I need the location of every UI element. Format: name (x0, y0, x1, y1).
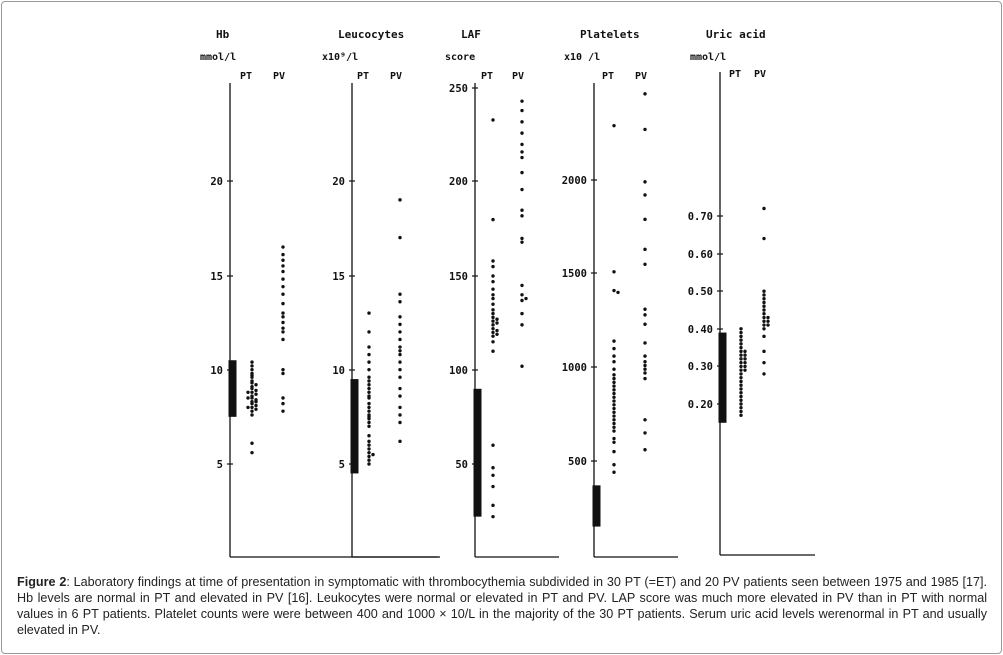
panel-3-point-pt (491, 466, 494, 469)
panel-5-tick-label: 0.50 (687, 286, 713, 298)
panel-5-point-pt (739, 350, 742, 353)
panel-5-point-pv (762, 301, 765, 304)
panel-4-point-pv (643, 193, 646, 196)
panel-2-point-pv (398, 406, 401, 409)
panel-2-point-pt (367, 360, 370, 363)
panel-1-point-pt (254, 400, 257, 403)
panel-3-point-pv (520, 131, 523, 134)
panel-1-point-pv (281, 368, 284, 371)
panel-5-point-pt (739, 365, 742, 368)
panel-3-point-pt (491, 319, 494, 322)
panel-1-tick-label: 10 (210, 365, 223, 377)
panel-4-point-pt (612, 407, 615, 410)
panel-4-point-pv (643, 180, 646, 183)
panel-4-point-pv (643, 377, 646, 380)
panel-2-point-pv (398, 300, 401, 303)
panel-2-point-pv (398, 394, 401, 397)
panel-1-point-pv (281, 315, 284, 318)
panel-2-point-pt (367, 421, 370, 424)
panel-5-point-pt (739, 346, 742, 349)
panel-4-point-pt (612, 411, 615, 414)
panel-2-group-pv: PV (390, 71, 403, 82)
panel-5-point-pt (739, 395, 742, 398)
panel-1-tick-label: 15 (210, 271, 223, 283)
panel-5-point-pt (739, 368, 742, 371)
panel-5-point-pt (739, 414, 742, 417)
panel-1-point-pv (281, 302, 284, 305)
panel-3-tick-label: 250 (449, 83, 468, 95)
panel-1-point-pt (250, 402, 253, 405)
panel-1-normal-range-bar (229, 360, 237, 417)
panel-3-point-pv (520, 171, 523, 174)
panel-4-point-pt (616, 291, 619, 294)
panel-2-point-pv (398, 338, 401, 341)
panel-5-point-pv (762, 293, 765, 296)
panel-1-point-pt (254, 383, 257, 386)
panel-1-point-pv (281, 245, 284, 248)
panel-2-group-pt: PT (357, 71, 370, 82)
panel-4-tick-label: 1000 (561, 362, 587, 374)
panel-1-point-pt (250, 391, 253, 394)
panel-1-title: Hb (216, 28, 230, 41)
panel-5-point-pv (762, 320, 765, 323)
panel-1-point-pt (250, 387, 253, 390)
panel-1-point-pv (281, 372, 284, 375)
panel-5-group-pv: PV (754, 69, 767, 80)
panel-2-tick-label: 20 (332, 176, 345, 188)
panel-3-point-pt (491, 323, 494, 326)
panel-1-point-pt (246, 406, 249, 409)
panel-3-tick-label: 50 (455, 459, 468, 471)
panel-1-point-pt (254, 392, 257, 395)
panel-5-point-pv (762, 312, 765, 315)
panel-2-point-pt (367, 368, 370, 371)
panel-5-point-pt (739, 406, 742, 409)
panel-3-point-pt (491, 444, 494, 447)
panel-4-point-pt (612, 392, 615, 395)
panel-5-point-pt (739, 384, 742, 387)
panel-2-point-pt (367, 383, 370, 386)
panel-1-point-pv (281, 270, 284, 273)
panel-1-point-pt (246, 391, 249, 394)
panel-1-tick-label: 5 (216, 459, 223, 471)
panel-3-point-pv (520, 99, 523, 102)
panel-5-point-pt (743, 361, 746, 364)
panel-4-point-pt (612, 396, 615, 399)
panel-4-normal-range-bar (593, 485, 601, 526)
panel-4-point-pv (643, 368, 646, 371)
panel-2-point-pt (367, 451, 370, 454)
caption-text: : Laboratory findings at time of presentation in symptomatic with thrombocythemia subdivided in 30 PT (=ET) and 20 PV patients seen between 1975 and 1985 [17]. Hb levels are normal in PT and elevated in PV [16]. Leukocytes were normal or elevated in PT and PV. LAP score was much more elevated in PV than in PT with normal values in 6 PT patients. Platelet counts were were between 400 and 1000 × 10/L in the majority of the 30 PT patients. Serum uric acid levels werenormal in PT and usually elevated in PV. (17, 575, 987, 637)
panel-4-point-pv (643, 448, 646, 451)
panel-2-normal-range-bar (351, 379, 359, 473)
panel-5-point-pt (739, 376, 742, 379)
panel-5-point-pv (766, 323, 769, 326)
panel-5-tick-label: 0.30 (687, 361, 713, 373)
panel-5-point-pt (739, 391, 742, 394)
panel-2-tick-label: 10 (332, 365, 345, 377)
panel-3-tick-label: 100 (449, 365, 468, 377)
figure-caption (17, 574, 987, 638)
panel-3-point-pv (520, 293, 523, 296)
panel-4-point-pt (612, 368, 615, 371)
panel-4-point-pt (612, 360, 615, 363)
panel-4-point-pt (612, 124, 615, 127)
panel-4-point-pv (643, 360, 646, 363)
panel-4-point-pt (612, 403, 615, 406)
panel-5-point-pt (743, 368, 746, 371)
panel-4-point-pv (643, 92, 646, 95)
panel-3-point-pv (520, 156, 523, 159)
panel-3-point-pv (520, 209, 523, 212)
panel-3-point-pt (491, 340, 494, 343)
panel-1-group-pt: PT (240, 71, 253, 82)
panel-3-point-pt (491, 118, 494, 121)
panel-1-point-pt (250, 360, 253, 363)
panel-2-point-pt (367, 387, 370, 390)
panel-2-point-pv (398, 236, 401, 239)
panel-3-point-pt (491, 218, 494, 221)
panel-4-point-pt (612, 441, 615, 444)
panel-5-point-pt (743, 357, 746, 360)
panel-3-tick-label: 200 (449, 176, 468, 188)
panel-2-title: Leucocytes (338, 28, 405, 41)
panel-5-point-pt (739, 353, 742, 356)
panel-1-point-pv (281, 264, 284, 267)
panel-3-point-pt (495, 318, 498, 321)
panel-3-point-pv (520, 323, 523, 326)
panel-4-point-pv (643, 218, 646, 221)
panel-5-point-pv (762, 207, 765, 210)
panel-2-point-pv (398, 368, 401, 371)
panel-3-point-pt (491, 308, 494, 311)
panel-2-point-pt (367, 345, 370, 348)
panel-4-point-pv (643, 371, 646, 374)
panel-3-point-pt (491, 316, 494, 319)
panel-5-point-pv (762, 297, 765, 300)
panel-4-tick-label: 2000 (561, 175, 587, 187)
panel-5-point-pt (739, 410, 742, 413)
panel-5-point-pt (743, 350, 746, 353)
panel-4-tick-label: 500 (568, 456, 587, 468)
panel-4-point-pv (643, 248, 646, 251)
panel-5-point-pv (762, 327, 765, 330)
panel-3-point-pt (491, 350, 494, 353)
panel-1-point-pt (250, 381, 253, 384)
panel-2-point-pv (398, 360, 401, 363)
panel-1-point-pt (250, 374, 253, 377)
panel-2-point-pt (367, 440, 370, 443)
panel-1-point-pv (281, 253, 284, 256)
panel-3-point-pv (520, 240, 523, 243)
panel-2-point-pv (398, 323, 401, 326)
panel-5-point-pv (766, 320, 769, 323)
panel-3-point-pt (495, 321, 498, 324)
panel-2-point-pt (367, 447, 370, 450)
panel-5-point-pv (762, 335, 765, 338)
panel-3-point-pt (491, 485, 494, 488)
panel-1-point-pt (254, 389, 257, 392)
panel-1-point-pt (250, 413, 253, 416)
panel-5-point-pt (739, 342, 742, 345)
panel-3-point-pt (491, 297, 494, 300)
panel-5-point-pv (766, 316, 769, 319)
panel-3-point-pt (491, 474, 494, 477)
panel-4-point-pt (612, 426, 615, 429)
panel-5-tick-label: 0.70 (687, 211, 713, 223)
panel-3-group-pv: PV (512, 71, 525, 82)
panel-2-point-pt (367, 462, 370, 465)
panel-2-point-pv (398, 345, 401, 348)
panel-2-point-pt (367, 409, 370, 412)
panel-1-point-pv (281, 321, 284, 324)
panel-3-point-pt (491, 334, 494, 337)
panel-3-point-pt (491, 303, 494, 306)
panel-5-point-pv (762, 305, 765, 308)
panel-2-point-pv (398, 349, 401, 352)
panel-3-point-pt (491, 274, 494, 277)
panel-1-point-pt (254, 408, 257, 411)
panel-4-point-pt (612, 429, 615, 432)
panel-3-group-pt: PT (481, 71, 494, 82)
panel-1-point-pv (281, 396, 284, 399)
panel-3-point-pt (491, 265, 494, 268)
panel-1-point-pt (250, 396, 253, 399)
panel-5-point-pt (739, 399, 742, 402)
panel-1-point-pv (281, 402, 284, 405)
panel-3-point-pt (491, 280, 494, 283)
panel-5-point-pt (739, 338, 742, 341)
panel-2-point-pv (398, 421, 401, 424)
panel-5-point-pv (762, 290, 765, 293)
panel-1-point-pv (281, 409, 284, 412)
panel-4-group-pt: PT (602, 71, 615, 82)
panel-5-point-pt (739, 331, 742, 334)
panel-4-point-pt (612, 450, 615, 453)
panel-4-group-pv: PV (635, 71, 648, 82)
panel-1-point-pt (250, 442, 253, 445)
panel-5-point-pt (739, 357, 742, 360)
panel-5-tick-label: 0.40 (687, 324, 713, 336)
panel-3-point-pv (520, 188, 523, 191)
panel-1-tick-label: 20 (210, 176, 223, 188)
panel-5-point-pt (739, 387, 742, 390)
panel-1-group-pv: PV (273, 71, 286, 82)
panel-4-point-pt (612, 354, 615, 357)
panel-2-point-pv (398, 440, 401, 443)
panel-1-point-pv (281, 311, 284, 314)
panel-3-point-pv (520, 109, 523, 112)
panel-1-point-pv (281, 259, 284, 262)
panel-2-point-pv (398, 330, 401, 333)
panel-2-point-pt (367, 425, 370, 428)
panel-3-point-pt (491, 327, 494, 330)
panel-3-point-pv (520, 143, 523, 146)
panel-2-point-pt (367, 391, 370, 394)
panel-4-point-pt (612, 471, 615, 474)
panel-2-point-pt (367, 406, 370, 409)
panel-4-point-pt (612, 373, 615, 376)
panel-2-point-pt (367, 311, 370, 314)
panel-4-point-pt (612, 377, 615, 380)
panel-4-point-pv (643, 341, 646, 344)
panel-5-point-pv (762, 361, 765, 364)
panel-2-point-pv (398, 413, 401, 416)
panel-4-unit: x10 /l (564, 52, 601, 63)
panel-3-normal-range-bar (474, 389, 482, 517)
panel-1-point-pt (250, 409, 253, 412)
panel-4-point-pv (643, 354, 646, 357)
panel-5-tick-label: 0.20 (687, 399, 713, 411)
panel-1-point-pt (254, 404, 257, 407)
panel-4-point-pt (612, 437, 615, 440)
panel-5-point-pv (762, 316, 765, 319)
caption-label: Figure 2 (17, 575, 67, 589)
panel-3-title: LAF (461, 28, 481, 41)
panel-2-point-pt (367, 459, 370, 462)
panel-5-point-pt (739, 327, 742, 330)
panel-3-point-pv (520, 150, 523, 153)
panel-4-point-pv (643, 128, 646, 131)
panel-5-group-pt: PT (729, 69, 742, 80)
panel-2-point-pt (367, 394, 370, 397)
panel-5-point-pv (762, 308, 765, 311)
panel-1-point-pt (250, 451, 253, 454)
panel-2-point-pt (367, 379, 370, 382)
panel-3-point-pv (520, 299, 523, 302)
panel-4-point-pt (612, 347, 615, 350)
panel-2-point-pv (398, 353, 401, 356)
panel-4-point-pv (643, 313, 646, 316)
panel-4-point-pt (612, 418, 615, 421)
panel-1-unit: mmol/l (200, 52, 237, 63)
panel-3-point-pv (520, 214, 523, 217)
panel-2-point-pv (398, 293, 401, 296)
panel-3-point-pt (491, 331, 494, 334)
panel-3-point-pv (520, 312, 523, 315)
panel-4-point-pt (612, 384, 615, 387)
panel-2-point-pt (367, 443, 370, 446)
panel-2-point-pt (367, 455, 370, 458)
panel-2-point-pv (398, 387, 401, 390)
panel-5-point-pt (739, 402, 742, 405)
panel-2-point-pt (367, 376, 370, 379)
panel-3-point-pt (495, 329, 498, 332)
panel-5-point-pt (739, 372, 742, 375)
panel-3-point-pv (524, 297, 527, 300)
panel-1-point-pv (281, 326, 284, 329)
panel-2-point-pt (367, 434, 370, 437)
panel-5-point-pt (739, 361, 742, 364)
panel-4-point-pt (612, 289, 615, 292)
panel-5-point-pt (739, 335, 742, 338)
panel-4-point-pv (643, 418, 646, 421)
panel-1-point-pv (281, 293, 284, 296)
panel-3-point-pt (491, 259, 494, 262)
panel-2-point-pt (367, 402, 370, 405)
panel-5-point-pt (743, 353, 746, 356)
panel-3-point-pv (520, 237, 523, 240)
panel-3-point-pt (491, 515, 494, 518)
panel-3-point-pv (520, 365, 523, 368)
panel-2-point-pv (398, 376, 401, 379)
panel-4-point-pt (612, 270, 615, 273)
panel-5-point-pt (743, 365, 746, 368)
panel-4-point-pv (643, 364, 646, 367)
panel-5-point-pv (762, 323, 765, 326)
panel-1-point-pt (246, 396, 249, 399)
panel-1-point-pt (250, 364, 253, 367)
panel-2-point-pv (398, 198, 401, 201)
panel-4-point-pt (612, 339, 615, 342)
panel-4-point-pt (612, 381, 615, 384)
panel-4-tick-label: 1500 (561, 268, 587, 280)
panel-4-point-pt (612, 463, 615, 466)
panel-1-point-pt (250, 406, 253, 409)
panel-5-point-pv (762, 237, 765, 240)
panel-3-point-pt (491, 312, 494, 315)
panel-4-point-pt (612, 414, 615, 417)
panel-2-point-pt (367, 415, 370, 418)
panel-4-point-pv (643, 263, 646, 266)
panel-2-point-pv (398, 315, 401, 318)
panel-1-point-pt (250, 368, 253, 371)
panel-3-point-pt (491, 504, 494, 507)
panel-3-point-pv (520, 284, 523, 287)
panel-4-point-pv (643, 308, 646, 311)
panel-2-point-pt (367, 353, 370, 356)
panel-2-point-pt (367, 330, 370, 333)
panel-5-point-pv (762, 350, 765, 353)
panel-4-point-pt (612, 399, 615, 402)
panel-1-point-pv (281, 338, 284, 341)
panel-4-point-pt (612, 388, 615, 391)
panel-5-point-pv (762, 372, 765, 375)
panel-4-title: Platelets (580, 28, 640, 41)
panel-2-point-pt (371, 453, 374, 456)
panel-2-unit: x10⁹/l (322, 52, 359, 63)
panel-3-point-pt (495, 333, 498, 336)
panel-5-title: Uric acid (706, 28, 766, 41)
panel-5-point-pt (739, 380, 742, 383)
panel-3-tick-label: 150 (449, 271, 468, 283)
panel-5-normal-range-bar (719, 333, 727, 423)
panel-1-point-pv (281, 285, 284, 288)
panel-1-point-pv (281, 330, 284, 333)
panel-3-unit: score (445, 52, 476, 63)
panel-2-tick-label: 5 (338, 459, 345, 471)
panel-2-tick-label: 15 (332, 271, 345, 283)
panel-4-point-pt (612, 422, 615, 425)
panel-1-point-pv (281, 277, 284, 280)
panel-5-tick-label: 0.60 (687, 249, 713, 261)
panel-3-point-pt (491, 287, 494, 290)
panel-4-point-pv (643, 323, 646, 326)
panel-3-point-pv (520, 120, 523, 123)
panel-5-unit: mmol/l (690, 52, 727, 63)
panel-3-point-pt (491, 293, 494, 296)
panel-4-point-pv (643, 431, 646, 434)
